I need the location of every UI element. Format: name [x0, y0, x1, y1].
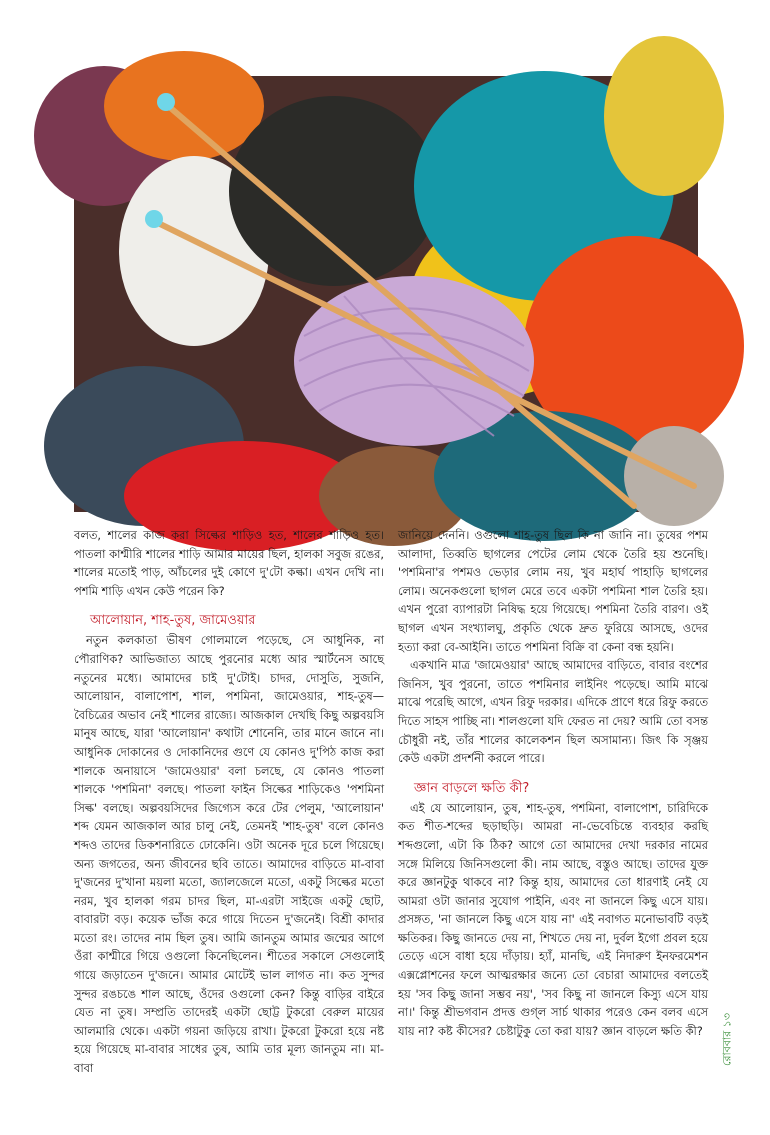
page-number-label: রোববার ১৩ — [720, 1013, 734, 1066]
page-footer — [717, 1010, 739, 1070]
yarn-ball-dark-grey — [229, 96, 439, 286]
needle-bead-1 — [157, 93, 175, 111]
right-paragraph-1: জানিয়ে দেননি। ওগুলো শাহ-তুষ ছিল কি না জানি না। তুষের পশম আলাদা, তিব্বতি ছাগলের পেটের লোম থেকে তৈরি হয় শুনেছি। 'পশমিনা'র পশমও ভেড়ার লোম নয়, খুব মহার্ঘ পাহাড়ি ছাগলের লোম। অনেকগুলো ছাগল মেরে তবে একটা পশমিনা শাল তৈরি হয়। এখন পুরো ব্যাপারটা নিষিদ্ধ হয়ে গিয়েছে। পশমিনা তৈরি বারণ। ওই ছাগল এখন সংখ্যালঘু, প্রকৃতি থেকে দ্রুত ফুরিয়ে আসছে, ওদের হত্যা করা বে-আইনি। তাতে পশমিনা বিক্রি বা কেনা বন্ধ হয়নি। — [398, 528, 708, 654]
yarn-ball-lilac — [294, 276, 534, 446]
yarn-photo — [74, 76, 698, 512]
right-paragraph-3: এই যে আলোয়ান, তুষ, শাহ-তুষ, পশমিনা, বালাপোশ, চারিদিকে কত শীত-শব্দের ছড়াছড়ি। আমরা না-ভেবেচিন্তে ব্যবহার করছি শব্দগুলো, এটা কি ঠিক? আগে তো আমাদের দেখা দরকার নামের সঙ্গে মিলিয়ে জিনিসগুলো কী। নাম আছে, বস্তুও আছে। তাদের যুক্ত করে জ্ঞানটুকু থাকবে না? কিন্তু হায়, আমাদের তো ধারণাই নেই যে আমরা ওটা জানার সুযোগ পাইনি, এবং না জানলে কিছু এসে যায়। প্রসঙ্গত, 'না জানলে কিছু এসে যায় না' এই নবাগত মনোভাবটি বড়ই ক্ষতিকর। কিছু জানতে দেয় না, শিখতে দেয় না, দুর্বল ইগো প্রবল হয়ে তেড়ে এসে বাধা হয়ে দাঁড়ায়। হ্যাঁ, মানছি, এই নিদারুণ ইনফরমেশন এক্সপ্লোশনের ফলে আত্মরক্ষার জন্যে তো বেচারা আমাদের বলতেই হয় 'সব কিছু জানা সম্ভব নয়', 'সব কিছু না জানলে কিস্যু এসে যায় না।' কিন্তু শ্রীভগবান প্রদত্ত গুগ্‌ল সার্চ থাকার পরেও কেন বলব এসে যায় না? কষ্ট কীসের? চেষ্টাটুকু তো করা যায়? জ্ঞান বাড়লে ক্ষতি কী? — [398, 800, 708, 1038]
right-paragraph-2: একখানি মাত্র 'জামেওয়ার' আছে আমাদের বাড়িতে, বাবার বংশের জিনিস, খুব পুরনো, তাতে পশমিনার লাইনিং পড়েছে। আমি মাঝে মাঝে পরেছি আগে, এখন রিফু দরকার। এদিকে প্রাণে ধরে রিফু করতে দিতে সাহস পাচ্ছি না। শালগুলো যদি ফেরত না দেয়? আমি তো বসন্ত চৌধুরী নই, তাঁর শালের কালেকশন ছিল অসামান্য। জিৎ কি সৃঞ্জয় কেউ একটা প্রদর্শনী করলে পারে। — [398, 658, 708, 766]
left-column — [74, 526, 384, 1076]
yarn-ball-orange — [104, 51, 264, 161]
section-heading-1: আলোয়ান, শাহ-তুষ, জামেওয়ার — [90, 613, 256, 629]
yarn-ball-yellow-top — [604, 36, 724, 196]
left-paragraph-2: নতুন কলকাতা ভীষণ গোলমালে পড়েছে, সে আধুনিক, না পৌরাণিক? আভিজাত্য আছে পুরনোর মধ্যে আর স্মার্টনেস আছে নতুনের মধ্যে। আমাদের চাই দু'টোই। চাদর, দোসুতি, সুজনি, আলোয়ান, বালাপোশ, শাল, পশমিনা, জামেওয়ার, শাহ-তুষ—বৈচিত্রের অভাব নেই শালের রাজ্যে। আজকাল দেখছি কিছু অল্পবয়সি মানুষ আছে, যারা 'আলোয়ান' কথাটা শোনেনি, তার মানে জানে না। আধুনিক দোকানের ও দোকানিদের গুণে যে কোনও দু'পিঠ কাজ করা শালকে অনায়াসে 'জামেওয়ার' বলা চলছে, যে কোনও পাতলা শালকে 'পশমিনা' বলছে। পাতলা ফাইন সিল্কের শাড়িকেও 'পশমিনা সিল্ক' বলছে। অল্পবয়সিদের জিগ্যেস করে টের পেলুম, 'আলোয়ান' শব্দ যেমন আজকাল আর চালু নেই, তেমনই 'শাহ-তুষ' বলে কোনও শব্দও তাদের ডিকশনারিতে ঢোকেনি। ওটা অনেক দূরে চলে গিয়েছে। অন্য জগতের, অন্য জীবনের ছবি তাতে। আমাদের বাড়িতে মা-বাবা দু'জনের দু'খানা ময়লা মতো, জ্যালজেলে মতো, একটু সিল্কের মতো নরম, খুব হালকা গরম চাদর ছিল, মা-এরটা সাইজে একটু ছোট, বাবারটা বড়। কয়েক ভাঁজ করে গায়ে দিতেন দু'জনেই। বিশ্রী কাদার মতো রং। তাদের নাম ছিল তুষ। আমি জানতুম আমার জন্মের আগে ওঁরা কাশ্মীরে গিয়ে ওগুলো কিনেছিলেন। শীতের সকালে সেগুলোই গায়ে জড়াতেন দু'জনে। আমার মোটেই ভাল লাগত না। কত সুন্দর সুন্দর রঙচঙে শাল আছে, ওঁদের ওগুলো কেন? কিন্তু বাড়ির বাইরে যেত না তুষ। সম্প্রতি তাদেরই একটা ছোট্ট টুকরো বেরুল মায়ের আলমারি থেকে। একটা গয়না জড়িয়ে রাখা। টুকরো টুকরো হয়ে নষ্ট হয়ে গিয়েছে মা-বাবার সাধের তুষ, আমি তার মূল্য জানতুম না। মা-বাবা — [74, 633, 384, 1076]
needle-bead-2 — [145, 210, 163, 228]
section-heading-2: জ্ঞান বাড়লে ক্ষতি কী? — [414, 780, 530, 796]
left-paragraph-1: বলত, শালের কাজ করা সিল্কের শাড়িও হত, শালের শাড়িও হত। পাতলা কাশ্মীরি শালের শাড়ি আমার মায়ের ছিল, হালকা সবুজ রঙের, শালের মতোই পাড়, আঁচলের দুই কোণে দু'টো কল্কা। এখন দেখি না। পশমি শাড়ি এখন কেউ পরেন কি? — [74, 528, 384, 598]
right-column — [398, 526, 708, 1066]
yarn-illustration — [74, 76, 698, 512]
